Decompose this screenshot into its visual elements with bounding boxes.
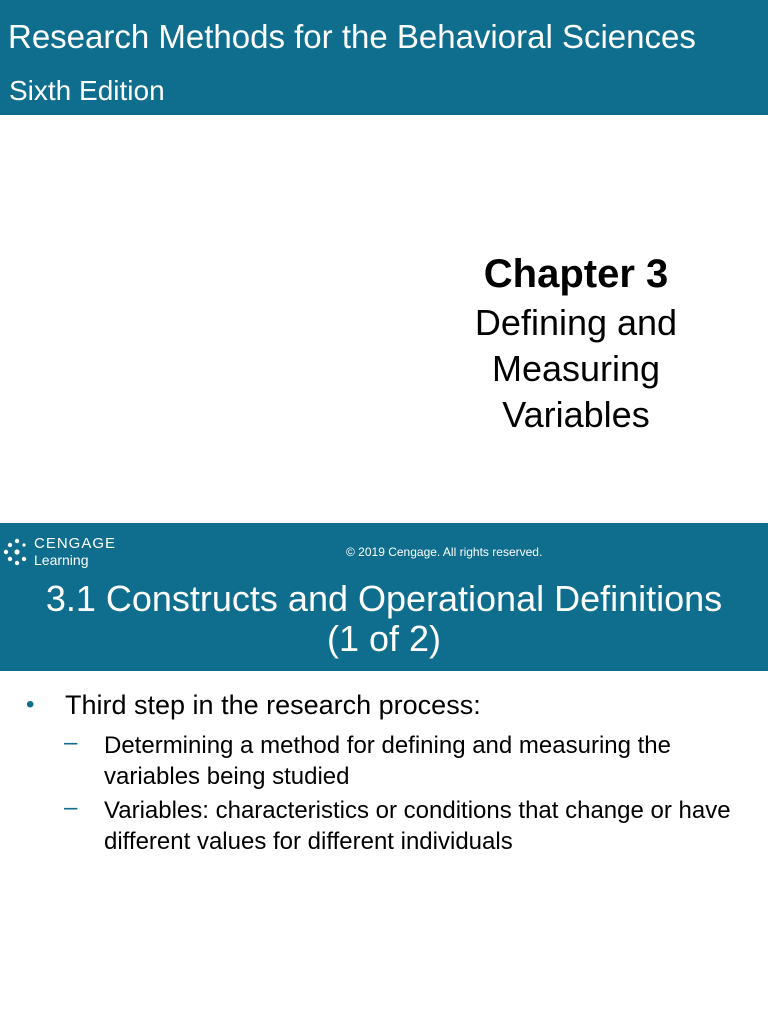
copyright-text: © 2019 Cengage. All rights reserved. bbox=[346, 545, 543, 559]
logo-wordmark-bottom: Learning bbox=[34, 552, 89, 568]
sub-bullet-marker: – bbox=[64, 794, 78, 821]
chapter-block bbox=[440, 250, 712, 438]
book-edition: Sixth Edition bbox=[9, 75, 165, 106]
bullet-text: Third step in the research process: bbox=[65, 690, 481, 720]
cengage-logo-icon bbox=[3, 537, 31, 567]
sub-bullet-marker: – bbox=[64, 729, 78, 756]
bullet-marker: • bbox=[26, 691, 35, 718]
chapter-title-line: Variables bbox=[502, 394, 650, 435]
chapter-title-line: Measuring bbox=[491, 348, 661, 389]
chapter-title bbox=[440, 300, 712, 438]
section-heading bbox=[0, 579, 768, 659]
top-header-bar bbox=[0, 0, 768, 115]
logo-wordmark-top: CENGAGE bbox=[34, 535, 117, 552]
section-heading-line-2: (1 of 2) bbox=[326, 618, 442, 659]
section-heading-line-1: 3.1 Constructs and Operational Definitions bbox=[45, 578, 723, 619]
section-band bbox=[0, 523, 768, 671]
sub-bullet-text: Determining a method for defining and measuring the variables being studied bbox=[104, 732, 671, 790]
book-title: Research Methods for the Behavioral Sciences bbox=[8, 18, 696, 55]
chapter-number: Chapter 3 bbox=[483, 252, 669, 296]
sub-bullet-text: Variables: characteristics or conditions that change or have different values for different individuals bbox=[104, 797, 731, 855]
cengage-logo bbox=[3, 535, 123, 571]
chapter-title-line: Defining and bbox=[474, 302, 678, 343]
